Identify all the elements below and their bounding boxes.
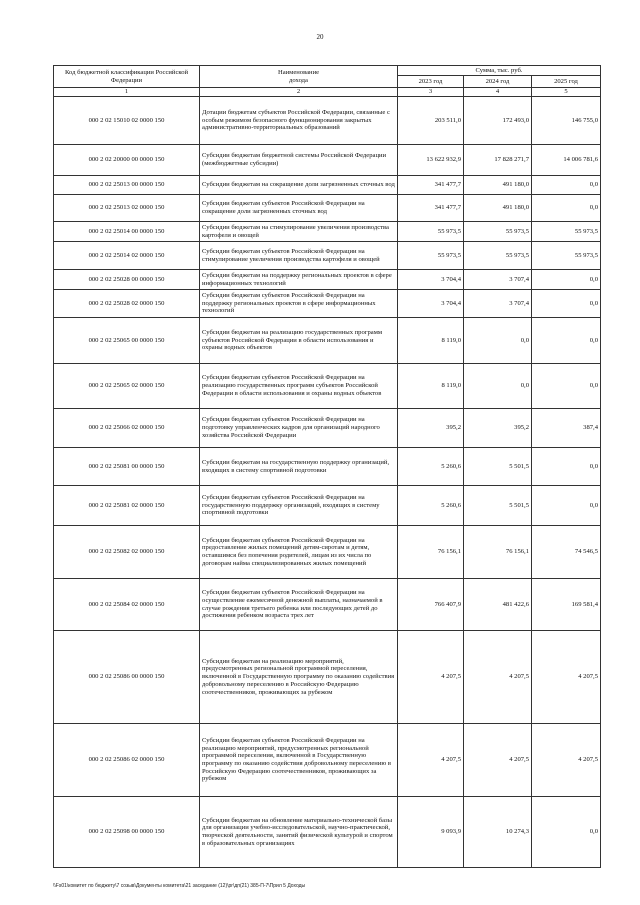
- row-value-2024: 0,0: [464, 364, 532, 409]
- row-value-2024: 3 707,4: [464, 270, 532, 290]
- header-amount: Сумма, тыс. руб.: [398, 66, 601, 76]
- row-value-2025: 169 581,4: [532, 579, 601, 631]
- row-value-2024: 17 828 271,7: [464, 145, 532, 176]
- row-code: 000 2 02 25086 02 0000 150: [54, 724, 200, 797]
- col-number-3: 3: [398, 88, 464, 97]
- row-value-2025: 55 973,5: [532, 242, 601, 270]
- row-name: Субсидии бюджетам на государственную поддержку организаций, входящих в систему спортивной подготовки: [200, 448, 398, 486]
- header-name-line1: Наименование: [277, 68, 320, 76]
- table-row-total: [54, 145, 601, 176]
- row-value-2023: 4 207,5: [398, 631, 464, 724]
- row-value-2025: 0,0: [532, 270, 601, 290]
- row-code: 000 2 02 25013 02 0000 150: [54, 195, 200, 222]
- row-name: Дотации бюджетам субъектов Российской Федерации, связанные с особым режимом безопасного функционирования закрытых административно-территориальных образований: [200, 97, 398, 145]
- header-code: Код бюджетной классификации Российской Федерации: [54, 66, 200, 88]
- row-value-2023: 341 477,7: [398, 195, 464, 222]
- col-number-2: 2: [200, 88, 398, 97]
- row-value-2024: 5 501,5: [464, 486, 532, 526]
- row-value-2025: 4 207,5: [532, 724, 601, 797]
- row-value-2023: 13 622 932,9: [398, 145, 464, 176]
- table-row: [54, 176, 601, 195]
- table-row: [54, 364, 601, 409]
- header-year-2024: 2024 год: [464, 76, 532, 88]
- row-code: 000 2 02 25065 00 0000 150: [54, 318, 200, 364]
- row-value-2025: 74 546,5: [532, 526, 601, 579]
- row-name: Субсидии бюджетам на стимулирование увеличения производства картофеля и овощей: [200, 222, 398, 242]
- row-value-2023: 395,2: [398, 409, 464, 448]
- row-value-2024: 481 422,6: [464, 579, 532, 631]
- row-value-2023: 3 704,4: [398, 290, 464, 318]
- table-row: [54, 290, 601, 318]
- row-value-2023: 4 207,5: [398, 724, 464, 797]
- table-row: [54, 486, 601, 526]
- row-code: 000 2 02 25084 02 0000 150: [54, 579, 200, 631]
- row-name: Субсидии бюджетам субъектов Российской Федерации на реализацию государственных программ субъектов Российской Федерации в области использования и охраны водных объектов: [200, 364, 398, 409]
- row-value-2023: 9 093,9: [398, 797, 464, 868]
- row-name: Субсидии бюджетам на реализацию мероприятий, предусмотренных региональной программой переселения, включенной в Государственную программу по оказанию содействия добровольному переселению в Российскую Федерацию соотечественников, проживающих за рубежом: [200, 631, 398, 724]
- row-value-2024: 4 207,5: [464, 631, 532, 724]
- row-name: Субсидии бюджетам субъектов Российской Федерации на государственную поддержку организаций, входящих в систему спортивной подготовки: [200, 486, 398, 526]
- table-row: [54, 448, 601, 486]
- row-value-2025: 0,0: [532, 318, 601, 364]
- row-name: Субсидии бюджетам на реализацию государственных программ субъектов Российской Федерации в области использования и охраны водных объектов: [200, 318, 398, 364]
- row-name: Субсидии бюджетам субъектов Российской Федерации на реализацию мероприятий, предусмотренных региональной программой переселения, включенной в Государственную программу по оказанию содействия добровольному переселению в Российскую Федерацию соотечественников, проживающих за рубежом: [200, 724, 398, 797]
- row-name: Субсидии бюджетам на обновление материально-технической базы для организации учебно-исследовательской, научно-практической, творческой деятельности, занятий физической культурой и спортом в образовательных организациях: [200, 797, 398, 868]
- row-value-2023: 8 119,0: [398, 364, 464, 409]
- row-value-2025: 0,0: [532, 364, 601, 409]
- row-code: 000 2 02 25065 02 0000 150: [54, 364, 200, 409]
- table-row: [54, 195, 601, 222]
- row-value-2024: 395,2: [464, 409, 532, 448]
- revenue-table: [53, 65, 601, 868]
- row-value-2024: 76 156,1: [464, 526, 532, 579]
- row-value-2023: 55 973,5: [398, 222, 464, 242]
- row-value-2025: 0,0: [532, 797, 601, 868]
- table-row: [54, 631, 601, 724]
- row-name: Субсидии бюджетам субъектов Российской Федерации на подготовку управленческих кадров для организаций народного хозяйства Российской Федерации: [200, 409, 398, 448]
- row-code: 000 2 02 25098 00 0000 150: [54, 797, 200, 868]
- row-name: Субсидии бюджетам субъектов Российской Федерации на предоставление жилых помещений детям-сиротам и детям, оставшимся без попечения родителей, лицам из их числа по договорам найма специализированных жилых помещений: [200, 526, 398, 579]
- row-value-2023: 5 260,6: [398, 486, 464, 526]
- row-value-2023: 5 260,6: [398, 448, 464, 486]
- row-code: 000 2 02 25014 00 0000 150: [54, 222, 200, 242]
- header-year-2025: 2025 год: [532, 76, 601, 88]
- table-row: [54, 270, 601, 290]
- row-name: Субсидии бюджетам субъектов Российской Федерации на осуществление ежемесячной денежной выплаты, назначаемой в случае рождения третьего ребенка или последующих детей до достижения ребенком возраста трех лет: [200, 579, 398, 631]
- page-number: 20: [316, 33, 324, 41]
- row-value-2024: 10 274,3: [464, 797, 532, 868]
- row-value-2025: 0,0: [532, 195, 601, 222]
- table-row: [54, 97, 601, 145]
- row-value-2024: 4 207,5: [464, 724, 532, 797]
- row-code: 000 2 02 15010 02 0000 150: [54, 97, 200, 145]
- table-row: [54, 222, 601, 242]
- header-name-line2: дохода: [289, 76, 308, 84]
- row-value-2023: 55 973,5: [398, 242, 464, 270]
- row-code: 000 2 02 25081 02 0000 150: [54, 486, 200, 526]
- row-code: 000 2 02 25014 02 0000 150: [54, 242, 200, 270]
- row-code: 000 2 02 25081 00 0000 150: [54, 448, 200, 486]
- row-name: Субсидии бюджетам бюджетной системы Российской Федерации (межбюджетные субсидии): [200, 145, 398, 176]
- header-name: [200, 66, 398, 88]
- row-name: Субсидии бюджетам субъектов Российской Федерации на сокращение доли загрязненных сточных вод: [200, 195, 398, 222]
- table-row: [54, 242, 601, 270]
- row-value-2024: 0,0: [464, 318, 532, 364]
- row-value-2023: 3 704,4: [398, 270, 464, 290]
- row-value-2024: 491 180,0: [464, 176, 532, 195]
- col-number-1: 1: [54, 88, 200, 97]
- row-name: Субсидии бюджетам на поддержку региональных проектов в сфере информационных технологий: [200, 270, 398, 290]
- col-number-4: 4: [464, 88, 532, 97]
- row-value-2023: 76 156,1: [398, 526, 464, 579]
- row-value-2025: 387,4: [532, 409, 601, 448]
- row-value-2025: 0,0: [532, 486, 601, 526]
- row-value-2025: 14 006 781,6: [532, 145, 601, 176]
- row-code: 000 2 02 25086 00 0000 150: [54, 631, 200, 724]
- table-row: [54, 318, 601, 364]
- row-value-2023: 203 511,0: [398, 97, 464, 145]
- table-row: [54, 526, 601, 579]
- header-year-2023: 2023 год: [398, 76, 464, 88]
- col-number-5: 5: [532, 88, 601, 97]
- row-value-2024: 172 493,0: [464, 97, 532, 145]
- row-name: Субсидии бюджетам на сокращение доли загрязненных сточных вод: [200, 176, 398, 195]
- row-value-2023: 8 119,0: [398, 318, 464, 364]
- row-value-2025: 4 207,5: [532, 631, 601, 724]
- row-value-2024: 55 973,5: [464, 242, 532, 270]
- row-value-2025: 55 973,5: [532, 222, 601, 242]
- row-name: Субсидии бюджетам субъектов Российской Федерации на стимулирование увеличения производства картофеля и овощей: [200, 242, 398, 270]
- row-value-2023: 766 407,9: [398, 579, 464, 631]
- row-code: 000 2 02 25013 00 0000 150: [54, 176, 200, 195]
- row-code: 000 2 02 25082 02 0000 150: [54, 526, 200, 579]
- table-row: [54, 579, 601, 631]
- row-value-2023: 341 477,7: [398, 176, 464, 195]
- row-code: 000 2 02 25028 02 0000 150: [54, 290, 200, 318]
- row-value-2024: 55 973,5: [464, 222, 532, 242]
- row-value-2024: 491 180,0: [464, 195, 532, 222]
- table-row: [54, 409, 601, 448]
- row-value-2025: 0,0: [532, 448, 601, 486]
- row-value-2024: 3 707,4: [464, 290, 532, 318]
- table-row: [54, 724, 601, 797]
- row-value-2025: 0,0: [532, 176, 601, 195]
- table-row: [54, 797, 601, 868]
- row-value-2025: 146 755,0: [532, 97, 601, 145]
- row-name: Субсидии бюджетам субъектов Российской Федерации на поддержку региональных проектов в сфере информационных технологий: [200, 290, 398, 318]
- row-code: 000 2 02 25028 00 0000 150: [54, 270, 200, 290]
- row-code: 000 2 02 25066 02 0000 150: [54, 409, 200, 448]
- row-value-2025: 0,0: [532, 290, 601, 318]
- row-value-2024: 5 501,5: [464, 448, 532, 486]
- footer-file-path: \\Fs01\комитет по бюджету\7 созыв\Документы комитета\21 заседание (12)\pr\дп(21) 385-П-7\Прил 5 Доходы: [53, 883, 306, 889]
- row-code: 000 2 02 20000 00 0000 150: [54, 145, 200, 176]
